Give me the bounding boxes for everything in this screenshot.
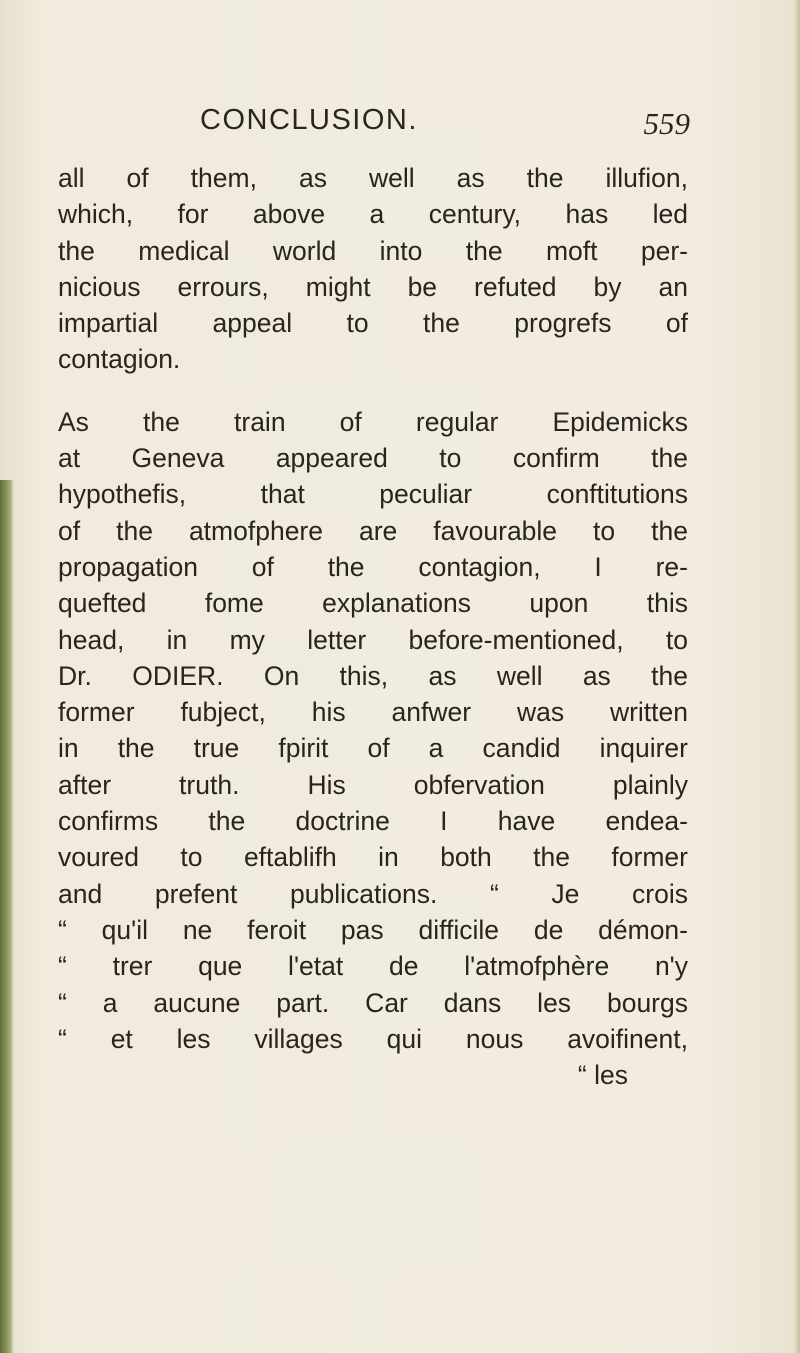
text-line: at Geneva appeared to confirm the <box>58 443 688 474</box>
text-line: propagation of the contagion, I re- <box>58 551 688 582</box>
text-line: all of them, as well as the illufion, <box>58 163 688 193</box>
body-text <box>58 160 688 1093</box>
text-line: former fubject, his anfwer was written <box>58 697 688 728</box>
text-line: and prefent publications. “ Je crois <box>58 878 688 909</box>
text-line: impartial appeal to the progrefs of <box>58 308 688 339</box>
text-line: “ a aucune part. Car dans les bourgs <box>58 987 688 1018</box>
text-line: confirms the doctrine I have endea- <box>58 806 688 837</box>
text-line: As the train of regular Epidemicks <box>58 406 688 437</box>
paragraph-gap <box>58 378 688 404</box>
text-line: which, for above a century, has led <box>58 199 688 230</box>
text-line: of the atmofphere are favourable to the <box>58 515 688 546</box>
text-line: quefted fome explanations upon this <box>58 588 688 619</box>
text-line: Dr. ODIER. On this, as well as the <box>58 660 688 691</box>
page-number: 559 <box>643 106 690 141</box>
text-line: “ qu'il ne feroit pas difficile de démon- <box>58 914 688 945</box>
text-line: voured to eftablifh in both the former <box>58 842 688 873</box>
text-line: hypothefis, that peculiar conftitutions <box>58 479 688 510</box>
catchword: “ les <box>577 1060 628 1091</box>
binding-edge <box>0 480 14 1353</box>
running-title: CONCLUSION. <box>200 104 418 136</box>
text-line: in the true fpirit of a candid inquirer <box>58 733 688 764</box>
text-line: the medical world into the moft per- <box>58 235 688 266</box>
text-line: “ trer que l'etat de l'atmofphère n'y <box>58 951 688 982</box>
text-line: “ et les villages qui nous avoifinent, <box>58 1023 688 1054</box>
text-line: nicious errours, might be refuted by an <box>58 271 688 302</box>
page-header <box>200 104 690 154</box>
text-line: contagion. <box>58 344 181 375</box>
page-edge <box>794 0 800 1353</box>
text-line: after truth. His obfervation plainly <box>58 769 688 800</box>
text-line: head, in my letter before-mentioned, to <box>58 624 688 655</box>
